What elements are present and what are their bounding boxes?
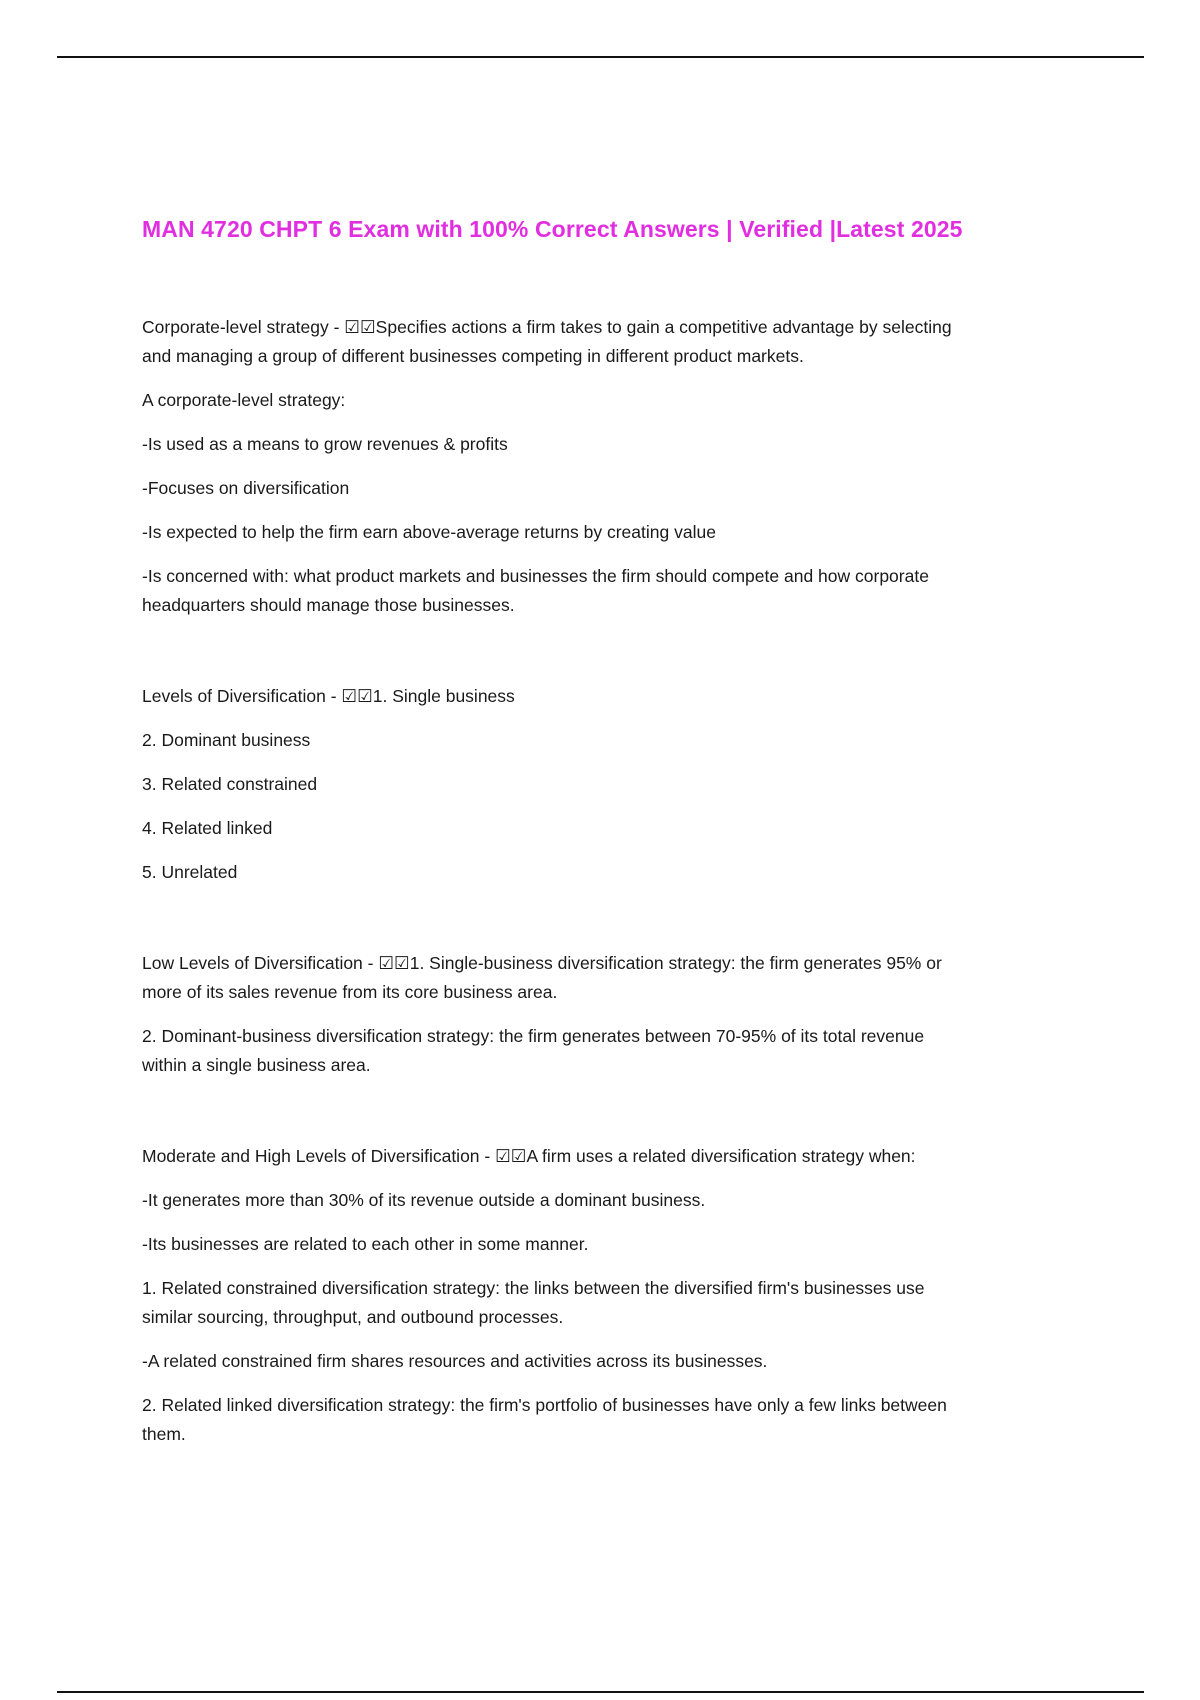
list-item: 2. Dominant business	[142, 730, 311, 750]
list-item: -A related constrained firm shares resources and activities across its businesses.	[142, 1351, 768, 1371]
corporate-level-strategy-definition: Corporate-level strategy - ☑☑Specifies actions a firm takes to gain a competitive advantage by selecting and managing a group of different businesses competing in different product markets.	[142, 317, 952, 366]
list-item: -Is expected to help the firm earn above-average returns by creating value	[142, 522, 716, 542]
list-item: 1. Related constrained diversification strategy: the links between the diversified firm's businesses use similar sourcing, throughput, and outbound processes.	[142, 1278, 925, 1327]
list-item: -Is concerned with: what product markets and businesses the firm should compete and how corporate headquarters should manage those businesses.	[142, 566, 929, 615]
document-body	[142, 313, 1062, 1449]
list-item: -It generates more than 30% of its revenue outside a dominant business.	[142, 1190, 706, 1210]
list-item: A corporate-level strategy:	[142, 390, 346, 410]
list-item: 2. Dominant-business diversification strategy: the firm generates between 70-95% of its total revenue within a single business area.	[142, 1026, 925, 1075]
bottom-rule	[57, 1691, 1144, 1693]
top-rule	[57, 56, 1144, 58]
low-levels-of-diversification-heading: Low Levels of Diversification - ☑☑1. Single-business diversification strategy: the firm generates 95% or more of its sales revenue from its core business area.	[142, 953, 942, 1002]
document-title: MAN 4720 CHPT 6 Exam with 100% Correct Answers | Verified |Latest 2025	[142, 216, 963, 242]
list-item: -Its businesses are related to each other in some manner.	[142, 1234, 589, 1254]
list-item: 2. Related linked diversification strategy: the firm's portfolio of businesses have only a few links between them.	[142, 1395, 947, 1444]
list-item: 5. Unrelated	[142, 862, 238, 882]
list-item: 4. Related linked	[142, 818, 273, 838]
list-item: 3. Related constrained	[142, 774, 318, 794]
moderate-high-diversification-heading: Moderate and High Levels of Diversification - ☑☑A firm uses a related diversification strategy when:	[142, 1146, 916, 1166]
levels-of-diversification-heading: Levels of Diversification - ☑☑1. Single business	[142, 686, 515, 706]
list-item: -Is used as a means to grow revenues & profits	[142, 434, 508, 454]
list-item: -Focuses on diversification	[142, 478, 350, 498]
